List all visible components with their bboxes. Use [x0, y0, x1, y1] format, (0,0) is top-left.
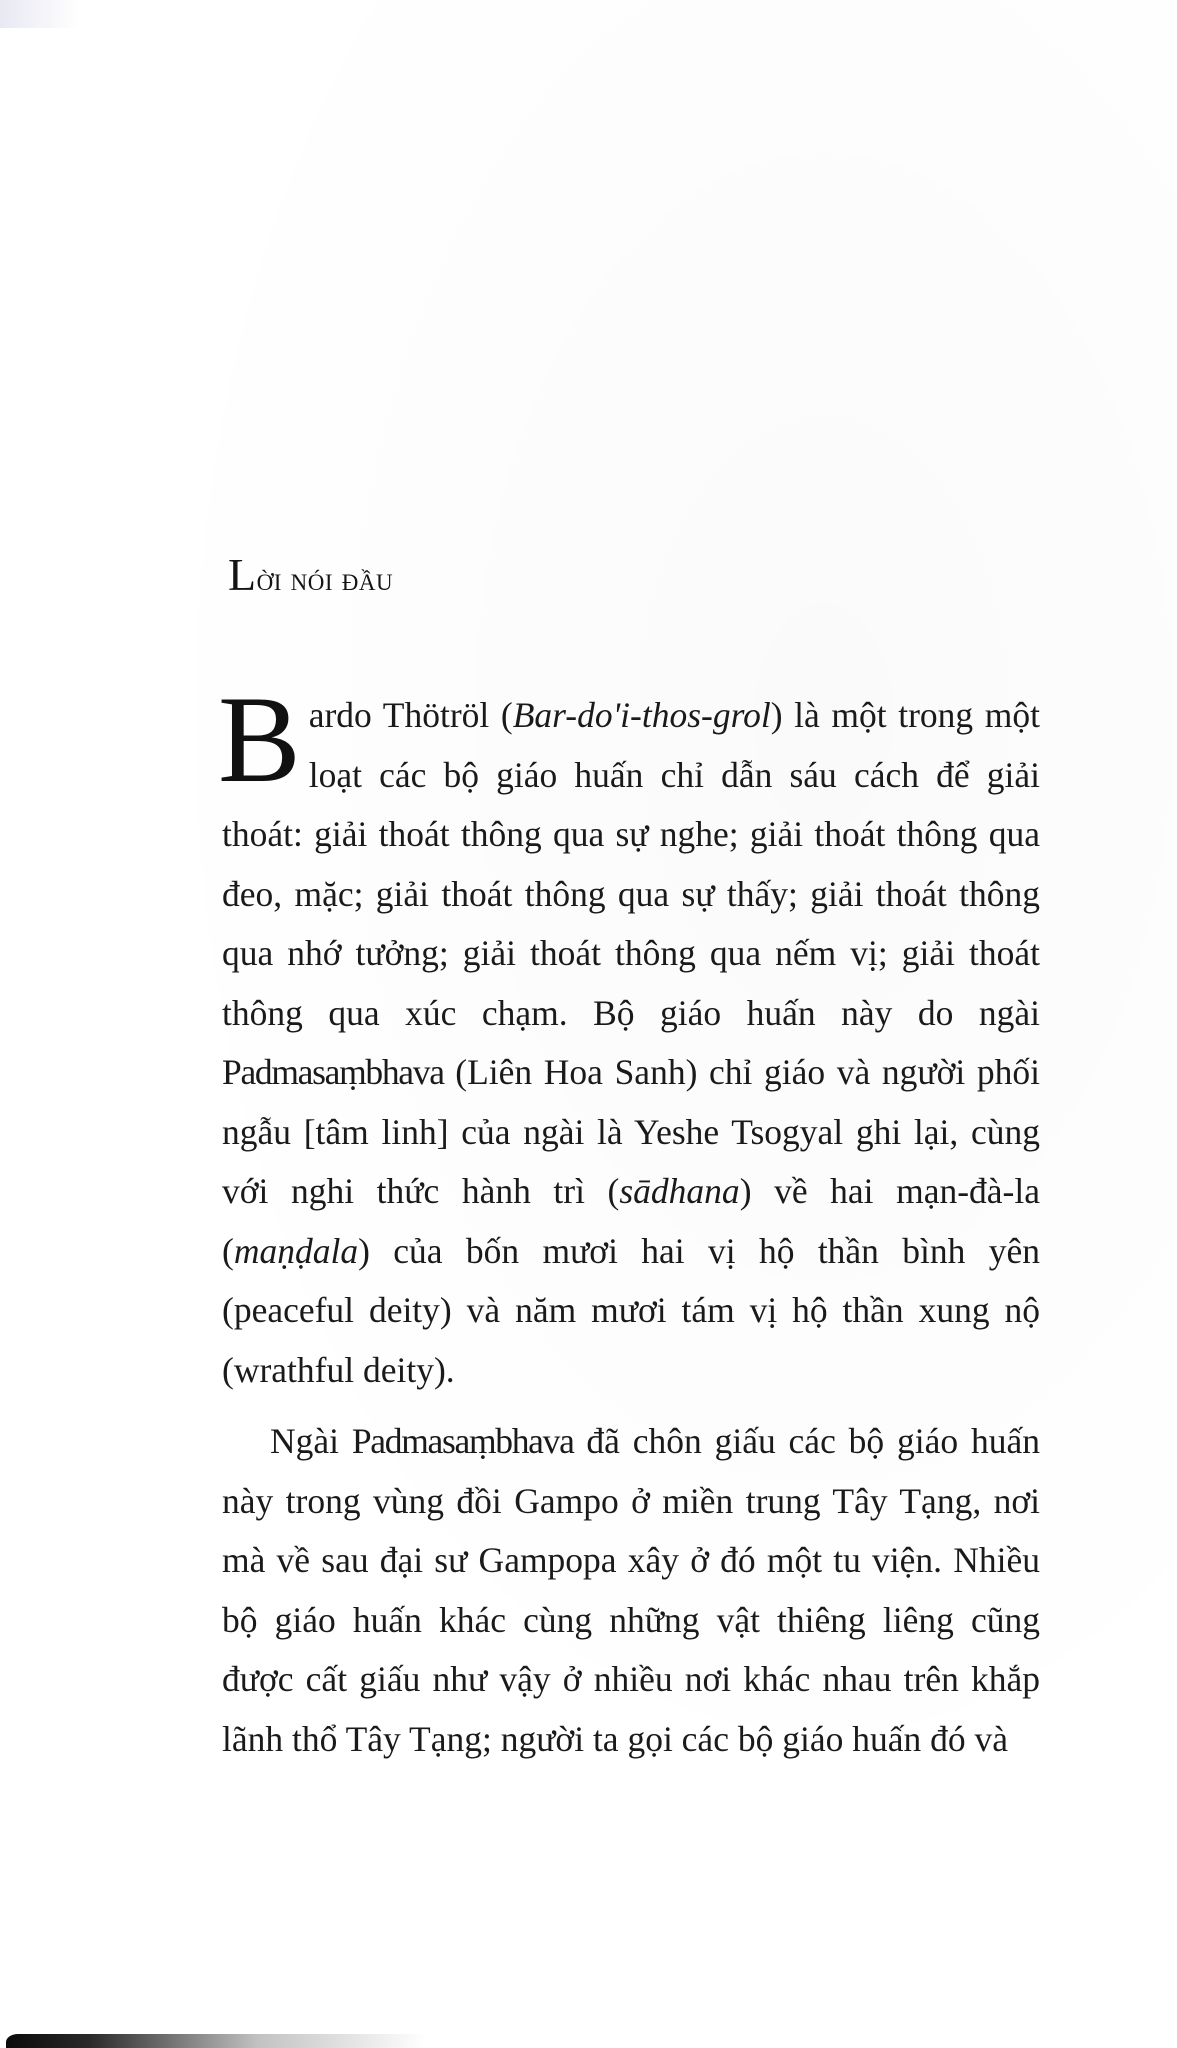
text-segment: ) là một trong một loạt các bộ giáo huấn chỉ dẫn sáu cách để giải thoát: giải thoát thông qua sự nghe; giải thoát thông qua đeo, mặc; giải thoát thông qua sự thấy; giải thoát thông qua nhớ tưởng; giải thoát thông qua nếm vị; giải thoát thông qua xúc chạm. Bộ giáo huấn này do ngài — [222, 695, 1040, 1033]
sanskrit-term-mandala: maṇḍala — [233, 1230, 359, 1271]
text-segment: ardo Thötröl ( — [308, 695, 513, 735]
text-segment: đã chôn giấu các bộ giáo huấn này trong vùng đồi Gampo ở miền trung Tây Tạng, nơi mà về sau đại sư Gampopa xây ở đó một tu viện. Nhiều bộ giáo huấn khác cùng những vật thiêng liêng cũng được cất giấu như vậy ở nhiều nơi khác nhau trên khắp lãnh thổ Tây Tạng; người ta gọi các bộ giáo huấn đó và — [222, 1421, 1040, 1759]
paragraph-2 — [222, 1412, 1040, 1769]
heading-rest: ời nói đầu — [256, 562, 394, 598]
text-segment: Ngài — [270, 1421, 352, 1461]
text-segment: ) về hai mạn-đà-la ( — [222, 1171, 1040, 1271]
heading-initial: L — [228, 549, 257, 600]
body-text — [218, 671, 1040, 1769]
name-padmasambhava: Padmasaṃbhava — [351, 1421, 574, 1461]
scan-artifact — [0, 0, 80, 28]
sanskrit-term-sadhana: sādhana — [619, 1171, 740, 1211]
drop-cap: B — [218, 671, 301, 808]
text-segment: ) của bốn mươi hai vị hộ thần bình yên (peaceful deity) và năm mươi tám vị hộ thần xung nộ (wrathful deity). — [222, 1230, 1040, 1390]
name-padmasambhava: Padmasaṃbhava — [222, 1052, 444, 1092]
paragraph-1 — [218, 671, 1040, 1400]
scan-edge-shadow — [6, 2034, 426, 2048]
chapter-heading — [228, 548, 393, 601]
tibetan-term: Bar-do'i-thos-grol — [512, 695, 771, 735]
text-segment: (Liên Hoa Sanh) chỉ giáo và người phối ngẫu [tâm linh] của ngài là Yeshe Tsogyal ghi lại, cùng với nghi thức hành trì ( — [222, 1052, 1040, 1211]
